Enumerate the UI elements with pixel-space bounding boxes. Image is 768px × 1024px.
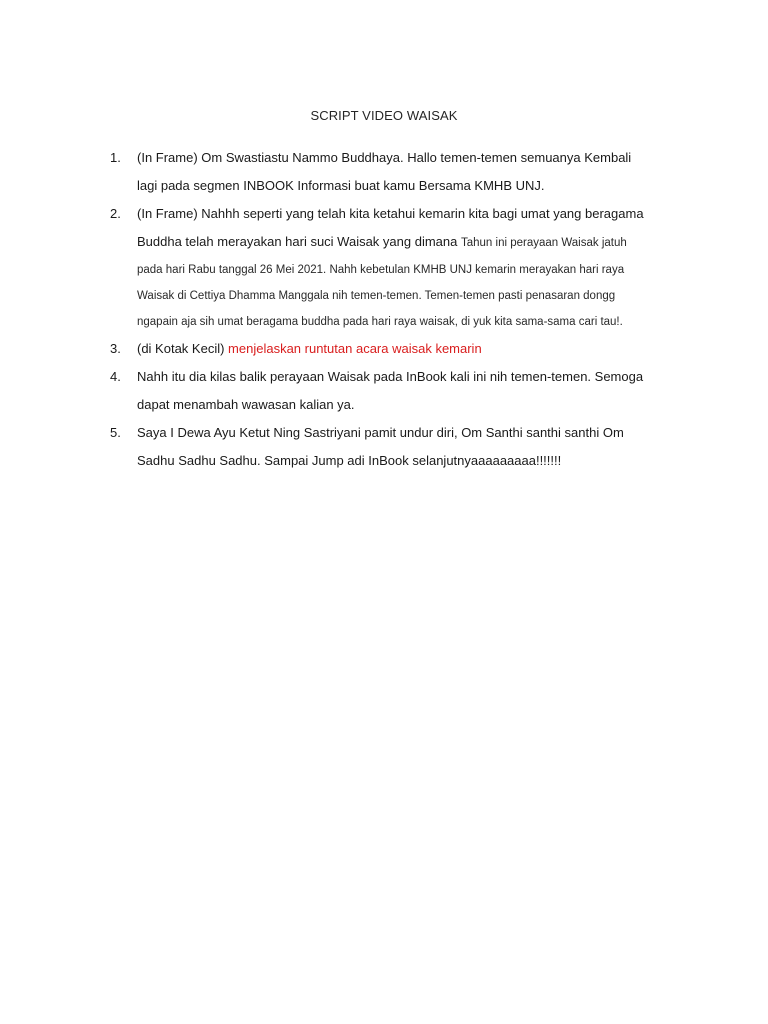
script-list — [110, 144, 680, 475]
item-number: 5. — [110, 425, 121, 440]
list-item — [110, 363, 680, 419]
highlighted-instruction: menjelaskan runtutan acara waisak kemarin — [228, 341, 482, 356]
item-label: (di Kotak Kecil) — [137, 341, 229, 356]
item-text-line: Nahh itu dia kilas balik perayaan Waisak pada InBook kali ini nih temen-temen. Semoga — [137, 369, 644, 384]
item-text-line — [137, 228, 680, 257]
item-text-line: Waisak di Cettiya Dhamma Manggala nih temen-temen. Temen-temen pasti penasaran dongg — [137, 290, 616, 302]
item-text-line: Sadhu Sadhu Sadhu. Sampai Jump adi InBook selanjutnyaaaaaaaaa!!!!!!! — [137, 453, 562, 468]
item-text-line: pada hari Rabu tanggal 26 Mei 2021. Nahh kebetulan KMHB UNJ kemarin merayakan hari raya — [137, 264, 625, 276]
item-number: 3. — [110, 341, 121, 356]
item-text-segment-small: Tahun ini perayaan Waisak jatuh — [460, 237, 627, 249]
item-text-line: ngapain aja sih umat beragama buddha pada hari raya waisak, di yuk kita sama-sama cari tau!. — [137, 316, 623, 328]
item-number: 2. — [110, 206, 121, 221]
item-text-line — [137, 335, 680, 363]
item-text-line: lagi pada segmen INBOOK Informasi buat kamu Bersama KMHB UNJ. — [137, 178, 545, 193]
item-text-line: (In Frame) Nahhh seperti yang telah kita ketahui kemarin kita bagi umat yang beragama — [137, 206, 644, 221]
item-number: 1. — [110, 150, 121, 165]
item-text-line: dapat menambah wawasan kalian ya. — [137, 397, 355, 412]
list-item — [110, 144, 680, 200]
list-item — [110, 335, 680, 363]
list-item — [110, 419, 680, 475]
item-text-line: (In Frame) Om Swastiastu Nammo Buddhaya. Hallo temen-temen semuanya Kembali — [137, 150, 632, 165]
item-number: 4. — [110, 369, 121, 384]
page-title: SCRIPT VIDEO WAISAK — [310, 108, 458, 123]
item-text-line: Saya I Dewa Ayu Ketut Ning Sastriyani pamit undur diri, Om Santhi santhi santhi Om — [137, 425, 624, 440]
item-text-segment: Buddha telah merayakan hari suci Waisak yang dimana — [137, 234, 461, 249]
list-item — [110, 200, 680, 335]
